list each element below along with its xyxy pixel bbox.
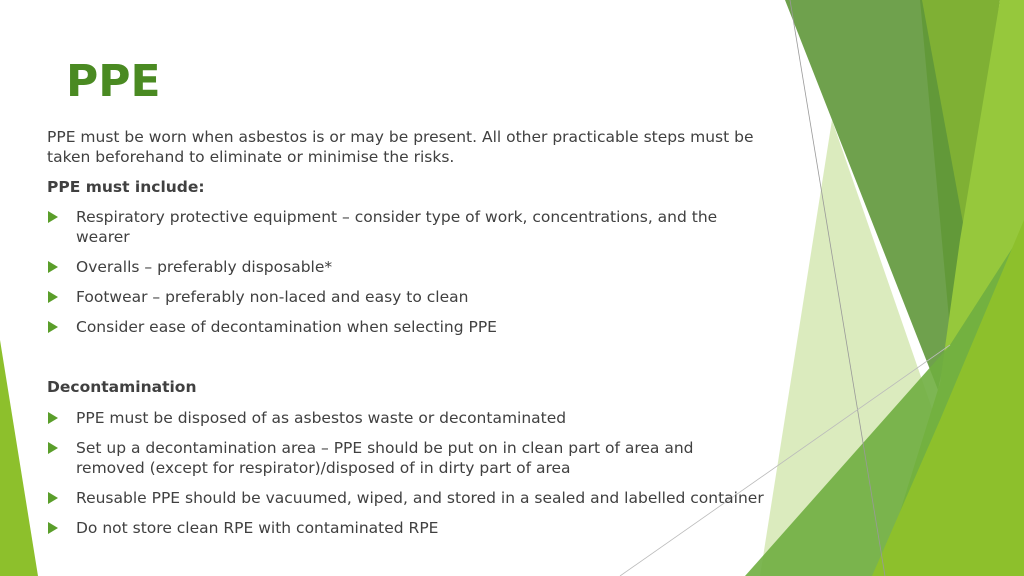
list-item: Reusable PPE should be vacuumed, wiped, and stored in a sealed and labelled container [76,489,764,507]
list-item: Respiratory protective equipment – consider type of work, concentrations, and the [76,208,718,226]
bullet-arrow-icon [48,412,58,424]
bullet-arrow-icon [48,492,58,504]
list-item: Set up a decontamination area – PPE should be put on in clean part of area and [76,439,694,457]
bullet-arrow-icon [48,522,58,534]
bullet-arrow-icon [48,211,58,223]
bullet-arrow-icon [48,321,58,333]
list-item: Do not store clean RPE with contaminated RPE [76,519,439,537]
bullet-arrow-icon [48,261,58,273]
intro-line: PPE must be worn when asbestos is or may be present. All other practicable steps must be [47,128,754,146]
list-item: Overalls – preferably disposable* [76,258,333,276]
list-item: Consider ease of decontamination when selecting PPE [76,318,497,336]
decon-heading: Decontamination [47,378,197,396]
list-item: Footwear – preferably non-laced and easy to clean [76,288,469,306]
list-item-cont: wearer [76,228,130,246]
bullet-arrow-icon [48,291,58,303]
accent-shape-left [0,340,38,576]
slide-title: PPE [66,56,161,107]
bullet-arrow-icon [48,442,58,454]
list-item-cont: removed (except for respirator)/disposed of in dirty part of area [76,459,571,477]
include-heading: PPE must include: [47,178,205,196]
intro-line: taken beforehand to eliminate or minimise the risks. [47,148,455,166]
list-item: PPE must be disposed of as asbestos waste or decontaminated [76,409,567,427]
